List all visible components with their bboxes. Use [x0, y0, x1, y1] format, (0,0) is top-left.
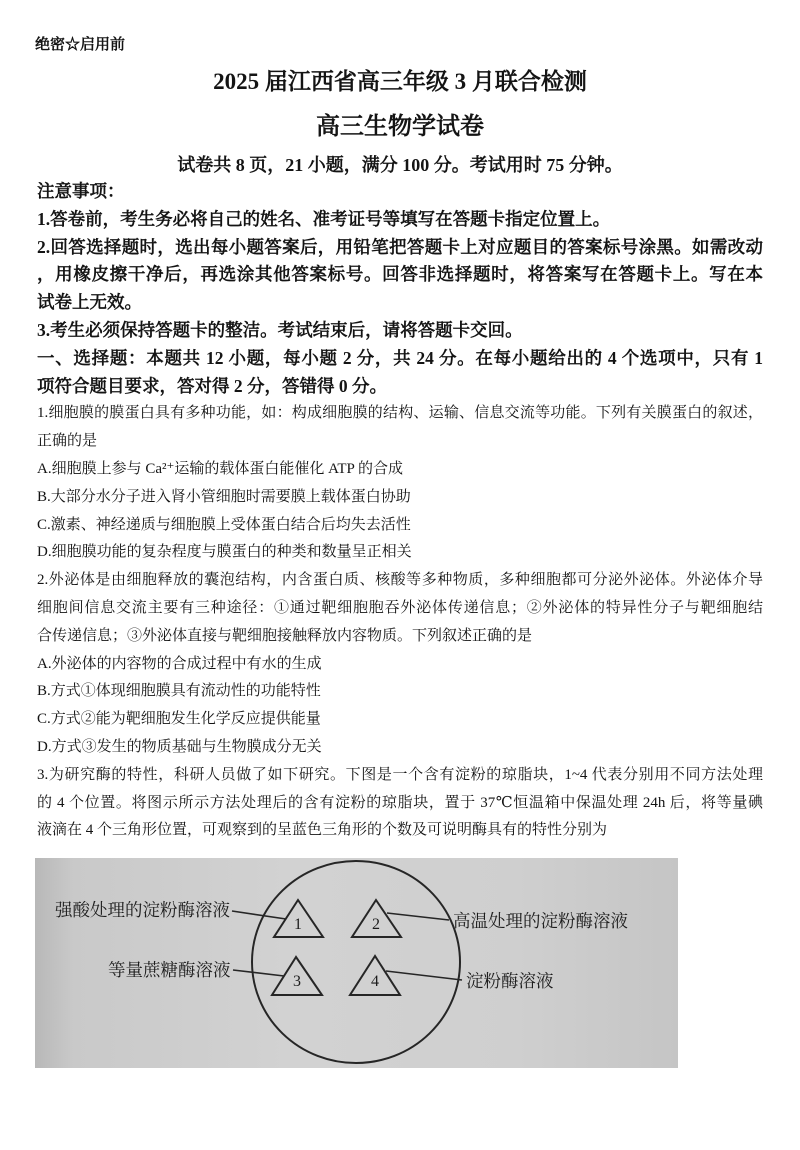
notice-heading: 注意事项： [37, 181, 125, 201]
agar-block-circle [252, 861, 460, 1063]
question-1-stem-line: 正确的是 [37, 433, 98, 450]
triangle-3-number: 3 [293, 973, 301, 990]
question-2-stem-line: 细胞间信息交流主要有三种途径：①通过靶细胞胞吞外泌体传递信息；②外泌体的特异性分子与靶细胞结 [37, 599, 763, 616]
label-strong-acid-amylase: 强酸处理的淀粉酶溶液 [55, 900, 230, 920]
notice-item-2-line: 2.回答选择题时，选出每小题答案后，用铅笔把答题卡上对应题目的答案标号涂黑。如需改动 [37, 236, 763, 257]
question-2-stem-line: 2.外泌体是由细胞释放的囊泡结构，内含蛋白质、核酸等多种物质，多种细胞都可分泌外泌体。外泌体介导 [37, 572, 763, 589]
label-high-temp-amylase: 高温处理的淀粉酶溶液 [453, 911, 628, 931]
notice-section [37, 178, 763, 345]
question-2-option-d: D.方式③发生的物质基础与生物膜成分无关 [37, 738, 322, 755]
question-2-option-b: B.方式①体现细胞膜具有流动性的功能特性 [37, 683, 321, 700]
leader-line-1 [232, 911, 286, 919]
notice-item-3: 3.考生必须保持答题卡的整洁。考试结束后，请将答题卡交回。 [37, 319, 523, 340]
question-3 [37, 762, 763, 845]
label-sucrase: 等量蔗糖酶溶液 [108, 960, 231, 980]
question-1-stem-line: 1.细胞膜的膜蛋白具有多种功能，如：构成细胞膜的结构、运输、信息交流等功能。下列有关膜蛋白的叙述， [37, 405, 763, 422]
choice-section-heading [37, 345, 763, 401]
exam-title: 2025 届江西省高三年级 3 月联合检测 [213, 69, 587, 94]
question-1-option-d: D.细胞膜功能的复杂程度与膜蛋白的种类和数量呈正相关 [37, 544, 412, 561]
leader-line-2 [387, 913, 449, 920]
question-1-option-a: A.细胞膜上参与 Ca²⁺运输的载体蛋白能催化 ATP 的合成 [37, 460, 404, 477]
triangle-1-number: 1 [294, 916, 302, 933]
exam-info: 试卷共 8 页，21 小题，满分 100 分。考试用时 75 分钟。 [177, 155, 623, 175]
exam-subtitle: 高三生物学试卷 [316, 114, 484, 140]
notice-item-2-line: ，用橡皮擦干净后，再选涂其他答案标号。回答非选择题时，将答案写在答题卡上。写在本 [37, 264, 763, 285]
question-3-stem-line: 3.为研究酶的特性，科研人员做了如下研究。下图是一个含有淀粉的琼脂块，1~4 代表分别用不同方法处理 [37, 766, 763, 783]
section-heading-line: 项符合题目要求，答对得 2 分，答错得 0 分。 [37, 375, 387, 396]
agar-block-figure [35, 858, 678, 1068]
question-3-stem-line: 液滴在 4 个三角形位置，可观察到的呈蓝色三角形的个数及可说明酶具有的特性分别为 [37, 822, 608, 839]
triangle-2-number: 2 [372, 916, 380, 933]
leader-line-3 [233, 970, 284, 976]
label-amylase: 淀粉酶溶液 [466, 971, 554, 991]
exam-body [37, 178, 763, 845]
triangle-4-number: 4 [371, 973, 379, 990]
question-2-option-a: A.外泌体的内容物的合成过程中有水的生成 [37, 655, 322, 672]
question-1-option-c: C.激素、神经递质与细胞膜上受体蛋白结合后均失去活性 [37, 516, 411, 533]
question-1-option-b: B.大部分水分子进入肾小管细胞时需要膜上载体蛋白协助 [37, 488, 411, 505]
question-2-stem-line: 合传递信息；③外泌体直接与靶细胞接触释放内容物质。下列叙述正确的是 [37, 627, 533, 644]
leader-line-4 [386, 971, 462, 980]
agar-block-diagram [35, 858, 678, 1068]
question-3-stem-line: 的 4 个位置。将图示所示方法处理后的含有淀粉的琼脂块，置于 37℃恒温箱中保温处理 24h 后，将等量碘 [37, 794, 763, 811]
notice-item-1: 1.答卷前，考生务必将自己的姓名、准考证号等填写在答题卡指定位置上。 [37, 208, 611, 229]
question-1 [37, 400, 763, 567]
question-2 [37, 567, 763, 762]
section-heading-line: 一、选择题：本题共 12 小题，每小题 2 分，共 24 分。在每小题给出的 4 个选项中，只有 1 [37, 347, 763, 368]
notice-item-2-line: 试卷上无效。 [37, 292, 142, 313]
confidential-mark: 绝密☆启用前 [35, 37, 126, 53]
question-2-option-c: C.方式②能为靶细胞发生化学反应提供能量 [37, 711, 321, 728]
